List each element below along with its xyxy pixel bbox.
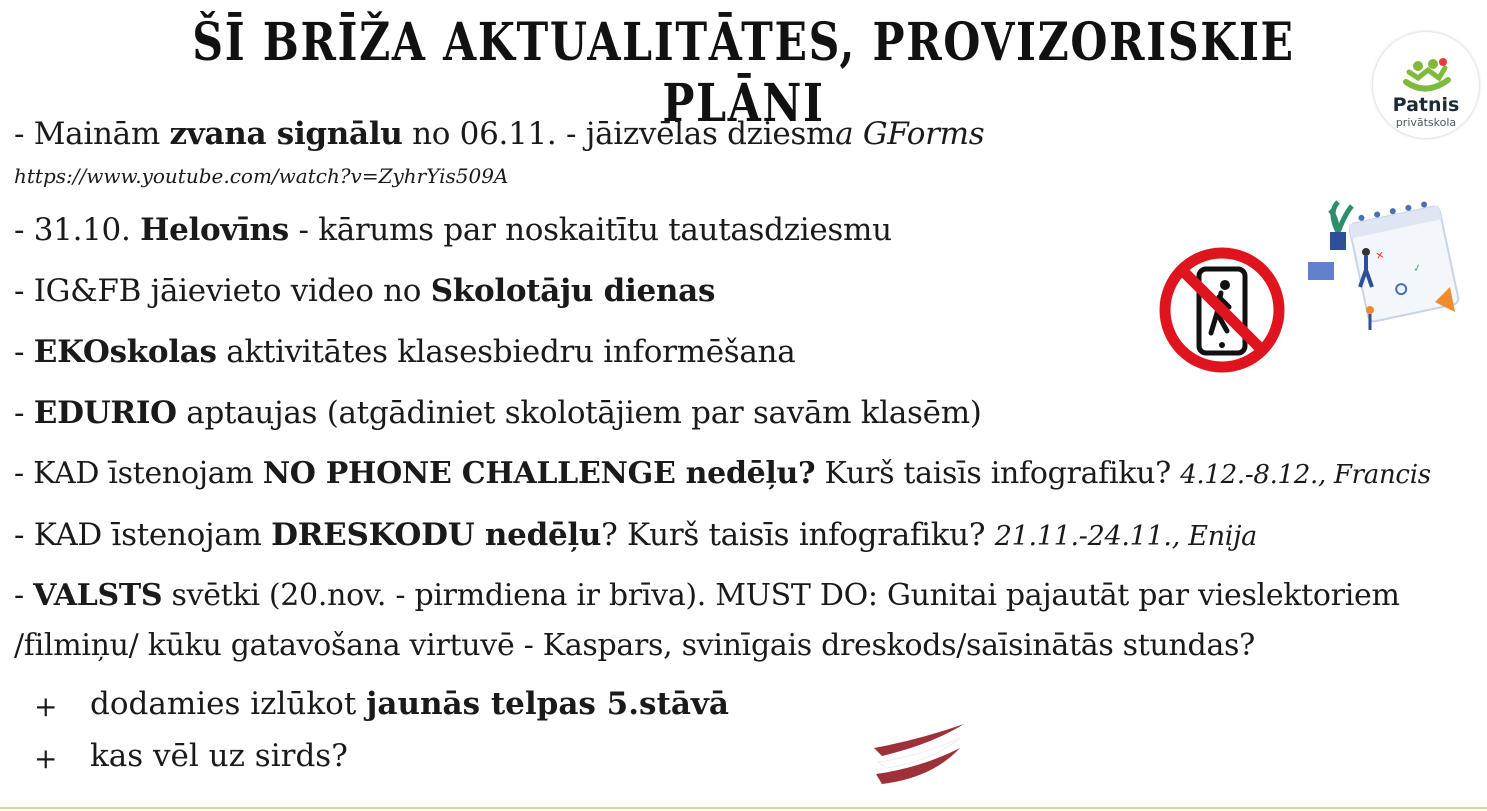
youtube-url: https://www.youtube.com/watch?v=ZyhrYis509A <box>14 164 509 188</box>
item-dreskods: - KAD īstenojam DRESKODU nedēļu? Kurš taisīs infografiku? 21.11.-24.11., Enija <box>14 517 1257 553</box>
item-valsts-svetki-cont: /filmiņu/ kūku gatavošana virtuvē - Kaspars, svinīgais dreskods/saīsinātās stundas? <box>14 628 1255 663</box>
logo-figures <box>1373 32 1479 102</box>
bullet-new-rooms: dodamies izlūkot jaunās telpas 5.stāvā <box>90 686 729 722</box>
item-teachers-day-video: - IG&FB jāievieto video no Skolotāju dienas <box>14 273 716 309</box>
item-halloween: - 31.10. Helovīns - kārums par noskaitītu tautasdziesmu <box>14 212 892 248</box>
item-ekoskolas: - EKOskolas aktivitātes klasesbiedru informēšana <box>14 334 796 370</box>
logo-name: Patnis <box>1392 94 1460 116</box>
calendar-planning-icon <box>1300 192 1480 337</box>
item-no-phone-challenge: - KAD īstenojam NO PHONE CHALLENGE nedēļu? Kurš taisīs infografiku? 4.12.-8.12., Francis <box>14 456 1431 491</box>
latvian-flag-ribbon-icon <box>872 722 968 786</box>
item-valsts-svetki: - VALSTS svētki (20.nov. - pirmdiena ir brīva). MUST DO: Gunitai pajautāt par vieslektoriem <box>14 578 1400 613</box>
slide-title: ŠĪ BRĪŽA AKTUALITĀTES, PROVIZORISKIE PLĀNI <box>192 12 1295 134</box>
bullet-marker: + <box>34 742 58 775</box>
no-phone-icon <box>1155 245 1289 375</box>
item-bell-signal: - Mainām zvana signālu no 06.11. - jāizvēlas dziesma GForms <box>14 116 985 152</box>
footer-rule <box>0 807 1487 809</box>
bullet-marker: + <box>34 690 58 723</box>
item-edurio: - EDURIO aptaujas (atgādiniet skolotājiem par savām klasēm) <box>14 395 982 431</box>
svg-text:✕: ✕ <box>1374 250 1386 263</box>
patnis-logo-icon <box>1373 32 1479 138</box>
bullet-anything-else: kas vēl uz sirds? <box>90 738 348 774</box>
svg-text:✓: ✓ <box>1412 262 1423 276</box>
logo-subtitle: privātskola <box>1395 116 1457 129</box>
